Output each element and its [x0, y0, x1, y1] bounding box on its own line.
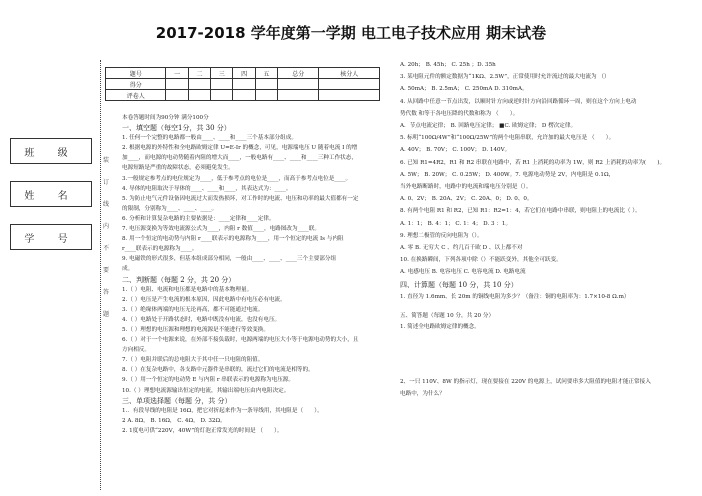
question-line: 10.（ ）理想电流源输出恒定的电流，其输出端电压由内电阻决定。 — [122, 387, 290, 394]
question-line: 5. 为防止电气元件设备因电流过大而发热损坏，对工作时的电流、电压和功率的最大值都有一定 — [122, 195, 359, 202]
question-line: 7.（ ）电阻并联后的总电阻大于其中任一只电阻的阻值。 — [122, 357, 264, 364]
table-header: 四 — [233, 68, 255, 79]
question-line: A. 零 B. 无穷大 C 、约几百千欧 D 、以上都不对 — [400, 245, 523, 252]
question-line: A. 1：1； B. 4：1； C. 1：4； D. 3 ：1。 — [400, 220, 512, 227]
question-line: A．节点电流定律； B. 回路电压定律； ■C. 欧姆定律； D 楞次定律。 — [400, 123, 577, 130]
question-line: 9. 电磁铁的形式很多，但基本组成部分相同，一般由____、____、____三个主要部分组 — [122, 256, 337, 263]
section-heading: 三、单项选择题（每题 分，共 分） — [122, 396, 232, 405]
question-line: 3.一般规定参考点的电位规定为____，低于参考点的电位是____，而高于参考点电位是____。 — [122, 175, 352, 182]
score-cell[interactable] — [278, 79, 319, 90]
question-line: 当外电路断路时，电路中的电流和端电压分别是（）。 — [400, 184, 532, 191]
score-cell[interactable] — [255, 79, 277, 90]
question-line: 10. 在换路瞬间，下列各项中除（）不能跃变外，其他全可跃变。 — [400, 257, 562, 264]
question-line: 1. 任何一个完整的电路都一般由____、____和____三个基本部分组成。 — [122, 135, 297, 142]
binding-text: 装订线内不要答题 — [103, 157, 110, 318]
question-line: 6. 分析和计算复杂电路的主要依据是：____定律和____定律。 — [122, 215, 275, 222]
question: 2、一只 110V、8W 的指示灯，现在要接在 220V 的电源上，试问要串多大阻值的电阻才能正常接入 — [400, 379, 651, 385]
score-cell[interactable] — [255, 90, 277, 101]
question-line: 4.（ ）电路处于开路状态时，电路中既没有电流，也没有电压。 — [122, 316, 281, 323]
score-cell[interactable] — [188, 79, 210, 90]
question-line: A. 0、2V； B. 20A、2V； C. 20A、0； D. 0、0。 — [400, 196, 533, 203]
section-heading: 一、填空题（每空1分，共 30 分） — [122, 124, 231, 133]
question-line: 1. 直径为 1.6mm、长 20m 的铜线电阻为多少？（备注：铜的电阻率为：1.7×10-8 Ω.m） — [400, 293, 630, 300]
question-line: A. 5W； B. 20W； C. 0.25W； D. 400W。7. 电源电动势是 2V，内电阻是 0.1Ω， — [400, 171, 615, 178]
question-line: A. 50mA； B. 2.5mA； C. 250mA D. 310mA。 — [400, 86, 528, 93]
left-column — [122, 113, 358, 436]
table-header: 题号 — [106, 68, 166, 79]
question-line: 势代数 和等于各电压降的代数和称为 （ ）。 — [400, 110, 519, 117]
table-header: 五 — [255, 68, 277, 79]
question-line: 4. 导体的电阻取决于导体的____、____和____，其表达式为：____。 — [122, 185, 292, 192]
table-header: 三 — [211, 68, 233, 79]
name-field[interactable]: 姓 名 — [10, 181, 92, 207]
question-line: 的限制，分别称为____、____、____。 — [122, 205, 218, 212]
score-cell[interactable] — [233, 90, 255, 101]
question-line: 5. 标明“100Ω/4W”和“100Ω/25W”的两个电阻串联，允许加的最大电压是 （ ）。 — [400, 135, 615, 142]
question-line: 2.（ ）电压是产生电流的根本原因，因此电路中有电压必有电流。 — [122, 296, 286, 303]
table-header: 一 — [166, 68, 188, 79]
question-line: 6.（ ）对于一个电源来说，在外部不接负载时，电源两端的电压大小等于电源电动势的大小，且 — [122, 337, 359, 344]
question-line: 6. 已知 R1=4R2，R1 和 R2 串联在电路中，若 R1 上消耗的功率为 1W，则 R2 上消耗的功率为( )。 — [400, 159, 666, 166]
question-line: 方向相反。 — [122, 347, 150, 354]
row-label: 评卷人 — [106, 90, 166, 101]
question-line: A. 电感电压 B. 电容电压 C. 电容电流 D. 电路电流 — [400, 269, 526, 276]
question-line: 本卷答题时间为90分钟 满分100分 — [122, 115, 209, 121]
question-line: 9.（ ）用一个恒定的电动势 E 与内阻 r 串联表示的电源称为电压源。 — [122, 377, 295, 384]
score-cell[interactable] — [166, 79, 188, 90]
binding-line — [100, 60, 101, 490]
score-cell[interactable] — [319, 90, 380, 101]
question-line: 8. 用一个恒定的电动势与内阻 r____联表示的电源称为____，用一个恒定的电流 Is 与内阻 — [122, 236, 344, 243]
question-line: A. 20h； B. 45h； C. 25h ；D. 35h — [400, 62, 496, 68]
row-label: 得分 — [106, 79, 166, 90]
question-line: 成。 — [122, 266, 134, 273]
question: 1. 简述全电路欧姆定律的概念。 — [400, 324, 480, 330]
question-line: 电源短路是严重的故障状态，必须避免发生。 — [122, 165, 234, 172]
section-heading: 二、判断题（每题 2 分，共 20 分） — [122, 275, 236, 284]
exam-title: 2017-2018 学年度第一学期 电工电子技术应用 期末试卷 — [155, 24, 547, 42]
question-line: 1.（ ）电阻、电流和电压都是电路中的基本物理量。 — [122, 286, 253, 293]
question-line: 5.（ ）理想的电压源和理想的电流源是不能进行等效变换。 — [122, 326, 269, 333]
question-line: 7. 电压源变换为等效电流源公式为____，内阻 r 数值____，电路图改为____联。 — [122, 226, 320, 233]
question-line: 8. 有两个电阻 R1 和 R2，已知 R1：R2=1：4，若它们在电路中串联，则电阻上的电流比（ ）。 — [400, 208, 641, 215]
question-line: 2. 1度电可供“220V，40W”的灯泡正常发光的时间是 （ ）。 — [122, 427, 283, 434]
question-line: 1.．有段导线的电阻是 16Ω，把它对折起来作为一条导线用，其电阻是（ ）。 — [122, 407, 323, 414]
score-cell[interactable] — [319, 79, 380, 90]
right-column — [400, 59, 665, 303]
score-cell[interactable] — [278, 90, 319, 101]
question-line: 9. 理想二极管的反向电阻为（）。 — [400, 232, 483, 239]
score-cell[interactable] — [188, 90, 210, 101]
question-line: 3. 某电阻元件的额定数据为“1KΩ、2.5W”，正常使用时允许流过的最大电流为 （） — [400, 74, 610, 81]
question-line: r____联表示的电源称为____。 — [122, 246, 198, 253]
section5-heading: 五、简答题（每题 10 分，共 20 分） — [400, 313, 495, 319]
table-header: 总分 — [278, 68, 319, 79]
table-header: 核分人 — [319, 68, 380, 79]
question: 电路中，为什么？ — [400, 391, 445, 397]
score-cell[interactable] — [211, 90, 233, 101]
question-line: A. 40V； B. 70V； C. 100V； D. 140V。 — [400, 147, 511, 154]
question-line: 8.（ ）在复杂电路中，各支路中元器件是串联的，流过它们的电流是相等的。 — [122, 367, 314, 374]
class-field[interactable]: 班 级 — [10, 138, 92, 164]
score-cell[interactable] — [166, 90, 188, 101]
question-line: 4. 从回路中任意一节点出发，以顺时针方向或逆时针方向沿回路循环一周，则在这个方向上电动 — [400, 98, 637, 105]
score-cell[interactable] — [211, 79, 233, 90]
section-heading: 四、计算题（每题 10 分，共 10 分） — [400, 280, 518, 289]
score-cell[interactable] — [233, 79, 255, 90]
question-line: 3.（ ）绝缘体两端的电压无论再高，都不可能通过电流。 — [122, 306, 264, 313]
score-table — [105, 67, 380, 101]
student-id-field[interactable]: 学 号 — [10, 224, 92, 250]
question-line: 2. 根据电源的外特性和全电路欧姆定律 U=E-Ir 的概念，可见，电源端电压 U 随着电流 I 的增 — [122, 145, 358, 152]
question-line: 加____，而电源的电动势随着内阻的增大而____，一般电路有____、____和____三种工作状态， — [122, 155, 357, 162]
table-header: 二 — [188, 68, 210, 79]
question-line: 2 A. 8Ω， B. 16Ω， C. 4Ω， D. 32Ω。 — [122, 417, 226, 424]
